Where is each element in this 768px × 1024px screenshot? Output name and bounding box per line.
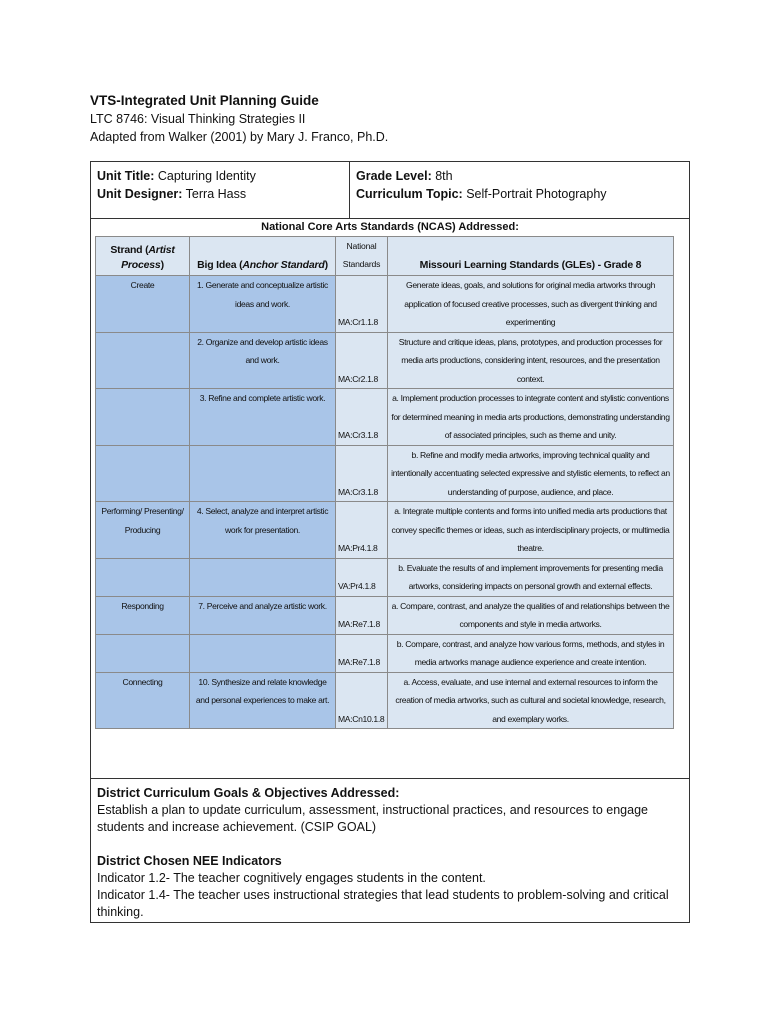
strand-cell — [96, 332, 190, 389]
strand-cell — [96, 558, 190, 596]
missouri-gle-header: Missouri Learning Standards (GLEs) - Grade 8 — [388, 237, 674, 276]
strand-cell: Responding — [96, 596, 190, 634]
big-idea-cell — [190, 558, 336, 596]
unit-designer-value: Terra Hass — [182, 187, 247, 201]
ncas-row — [96, 276, 674, 333]
national-standard-cell: MA:Re7.1.8 — [336, 634, 388, 672]
unit-title — [97, 167, 349, 185]
big-idea-cell: 3. Refine and complete artistic work. — [190, 389, 336, 446]
big-idea-cell: 4. Select, analyze and interpret artistic work for presentation. — [190, 502, 336, 559]
curriculum-topic — [356, 185, 689, 203]
national-standard-cell: MA:Cr1.1.8 — [336, 276, 388, 333]
planning-guide-table — [90, 161, 690, 923]
grade-level-label: Grade Level: — [356, 169, 432, 183]
unit-info-right — [350, 162, 689, 218]
unit-title-label: Unit Title: — [97, 169, 155, 183]
missouri-gle-cell: b. Evaluate the results of and implement improvements for presenting media artworks, considering impacts on personal growth and external effects. — [388, 558, 674, 596]
unit-designer — [97, 185, 349, 203]
missouri-gle-cell: Generate ideas, goals, and solutions for original media artworks through application of focused creative processes, such as divergent thinking and experimenting — [388, 276, 674, 333]
strand-cell: Performing/ Presenting/ Producing — [96, 502, 190, 559]
unit-info-left — [91, 162, 350, 218]
national-standards-header: National Standards — [336, 237, 388, 276]
ncas-row — [96, 558, 674, 596]
strand-header: Strand (Artist Process) — [96, 237, 190, 276]
ncas-row — [96, 389, 674, 446]
national-standard-cell: MA:Cr3.1.8 — [336, 445, 388, 502]
ncas-row — [96, 634, 674, 672]
missouri-gle-cell: a. Access, evaluate, and use internal and external resources to inform the creation of media artworks, such as cultural and societal knowledge, research, and exemplary works. — [388, 672, 674, 729]
ncas-row — [96, 502, 674, 559]
national-standard-cell: MA:Cn10.1.8 — [336, 672, 388, 729]
unit-designer-label: Unit Designer: — [97, 187, 183, 201]
big-idea-cell: 1. Generate and conceptualize artistic ideas and work. — [190, 276, 336, 333]
ncas-row — [96, 332, 674, 389]
strand-cell: Create — [96, 276, 190, 333]
national-standard-cell: MA:Re7.1.8 — [336, 596, 388, 634]
national-standard-cell: MA:Pr4.1.8 — [336, 502, 388, 559]
course-line: LTC 8746: Visual Thinking Strategies II — [90, 112, 306, 126]
missouri-gle-cell: a. Implement production processes to integrate content and stylistic conventions for determined meaning in media arts productions, demonstrating understanding of associated principles, such as theme and unity. — [388, 389, 674, 446]
missouri-gle-cell: a. Integrate multiple contents and forms into unified media arts productions that convey specific themes or ideas, such as interdisciplinary projects, or multimedia theatre. — [388, 502, 674, 559]
district-goals-heading: District Curriculum Goals & Objectives Addressed: — [97, 786, 400, 800]
ncas-row — [96, 596, 674, 634]
district-goals-text: Establish a plan to update curriculum, assessment, instructional practices, and resources to engage students and increase achievement. (CSIP GOAL) — [97, 803, 648, 834]
ncas-title: National Core Arts Standards (NCAS) Addressed: — [261, 221, 519, 233]
document-header — [90, 92, 690, 146]
ncas-header-row — [96, 237, 674, 276]
missouri-gle-cell: b. Refine and modify media artworks, improving technical quality and intentionally accentuating selected expressive and stylistic elements, to reflect an understanding of purpose, audience, and place. — [388, 445, 674, 502]
adapted-line: Adapted from Walker (2001) by Mary J. Franco, Ph.D. — [90, 130, 389, 144]
nee-indicators-heading: District Chosen NEE Indicators — [97, 854, 282, 868]
missouri-gle-cell: b. Compare, contrast, and analyze how various forms, methods, and styles in media artworks manage audience experience and create intention. — [388, 634, 674, 672]
nee-indicator-1-2: Indicator 1.2- The teacher cognitively engages students in the content. — [97, 871, 486, 885]
national-standard-cell: MA:Cr3.1.8 — [336, 389, 388, 446]
document-title: VTS-Integrated Unit Planning Guide — [90, 93, 319, 108]
curriculum-topic-label: Curriculum Topic: — [356, 187, 463, 201]
strand-cell — [96, 445, 190, 502]
nee-indicator-1-4: Indicator 1.4- The teacher uses instructional strategies that lead students to problem-solving and critical thinking. — [97, 888, 669, 919]
ncas-row — [96, 445, 674, 502]
district-section — [91, 778, 689, 921]
big-idea-cell: 10. Synthesize and relate knowledge and personal experiences to make art. — [190, 672, 336, 729]
grade-level — [356, 167, 689, 185]
national-standard-cell: VA:Pr4.1.8 — [336, 558, 388, 596]
grade-level-value: 8th — [431, 169, 453, 183]
missouri-gle-cell: a. Compare, contrast, and analyze the qualities of and relationships between the components and style in media artworks. — [388, 596, 674, 634]
missouri-gle-cell: Structure and critique ideas, plans, prototypes, and production processes for media arts productions, considering intent, resources, and the presentation context. — [388, 332, 674, 389]
strand-cell: Connecting — [96, 672, 190, 729]
big-idea-cell — [190, 445, 336, 502]
ncas-standards-table — [95, 236, 674, 729]
unit-title-value: Capturing Identity — [154, 169, 256, 183]
strand-cell — [96, 634, 190, 672]
curriculum-topic-value: Self-Portrait Photography — [462, 187, 607, 201]
big-idea-header: Big Idea (Anchor Standard) — [190, 237, 336, 276]
ncas-row — [96, 672, 674, 729]
big-idea-cell: 2. Organize and develop artistic ideas and work. — [190, 332, 336, 389]
national-standard-cell: MA:Cr2.1.8 — [336, 332, 388, 389]
big-idea-cell: 7. Perceive and analyze artistic work. — [190, 596, 336, 634]
unit-info-row — [91, 162, 689, 219]
strand-cell — [96, 389, 190, 446]
big-idea-cell — [190, 634, 336, 672]
